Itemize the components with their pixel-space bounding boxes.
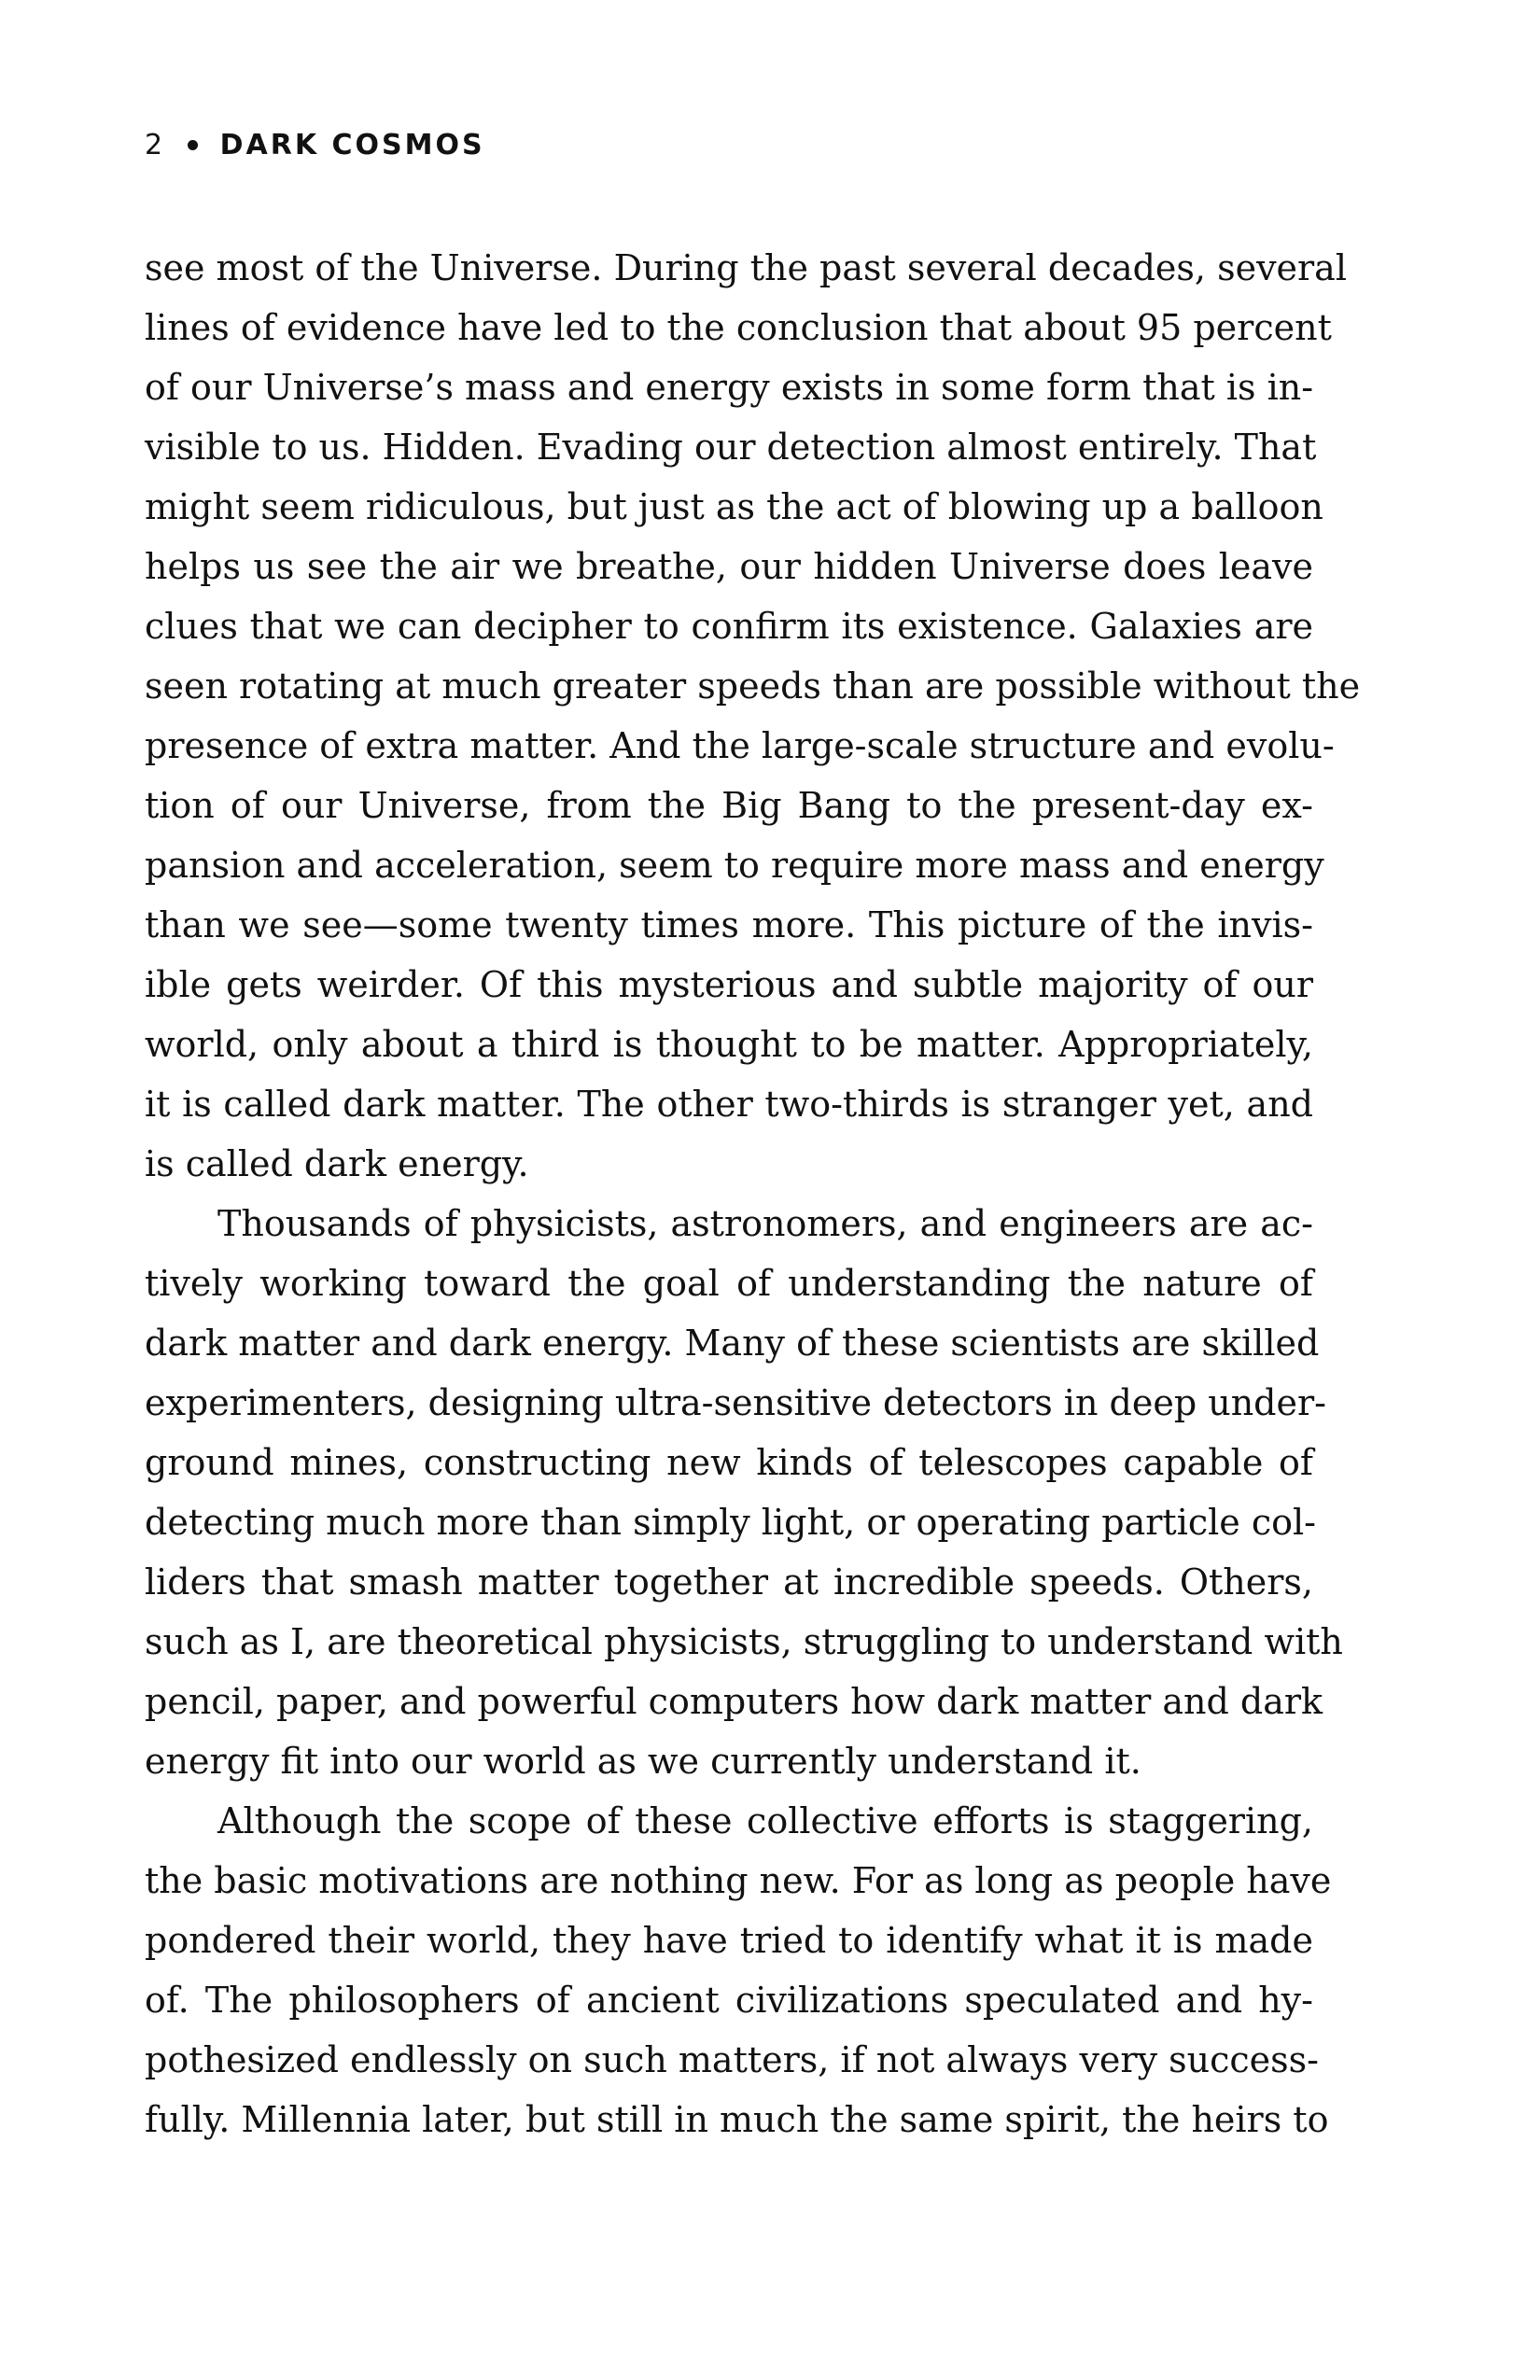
running-head (145, 129, 485, 161)
bullet-separator-icon (188, 140, 198, 150)
text-line: such as I, are theoretical physicists, struggling to understand with (145, 1621, 1343, 1662)
text-line: pansion and acceleration, seem to require more mass and energy (145, 845, 1324, 886)
text-line: experimenters, designing ultra-sensitive detectors in deep under- (145, 1382, 1326, 1423)
text-line: world, only about a third is thought to be matter. Appropriately, (145, 1024, 1313, 1065)
text-line: liders that smash matter together at incredible speeds. Others, (145, 1561, 1313, 1603)
text-line: tively working toward the goal of understanding the nature of (145, 1263, 1313, 1304)
text-line: visible to us. Hidden. Evading our detection almost entirely. That (145, 427, 1317, 468)
text-line: seen rotating at much greater speeds than are possible without the (145, 665, 1361, 707)
text-line: it is called dark matter. The other two-thirds is stranger yet, and (145, 1084, 1313, 1125)
text-line: detecting much more than simply light, or operating particle col- (145, 1502, 1317, 1543)
body-text (145, 238, 1361, 2149)
text-line: Thousands of physicists, astronomers, and engineers are ac- (217, 1203, 1313, 1244)
text-line: energy fit into our world as we currently understand it. (145, 1741, 1141, 1782)
text-line: ground mines, constructing new kinds of telescopes capable of (145, 1442, 1313, 1483)
paragraph (145, 1194, 1343, 1791)
text-line: dark matter and dark energy. Many of these scientists are skilled (145, 1323, 1320, 1364)
text-line: pothesized endlessly on such matters, if not always very success- (145, 2039, 1319, 2080)
text-line: pencil, paper, and powerful computers how dark matter and dark (145, 1681, 1323, 1722)
page-number: 2 (145, 129, 163, 161)
text-line: the basic motivations are nothing new. For as long as people have (145, 1860, 1332, 1901)
paragraph (145, 1791, 1332, 2149)
text-line: might seem ridiculous, but just as the act of blowing up a balloon (145, 486, 1323, 527)
text-line: helps us see the air we breathe, our hidden Universe does leave (145, 546, 1313, 587)
text-line: lines of evidence have led to the conclusion that about 95 percent (145, 307, 1332, 348)
book-title: DARK COSMOS (219, 129, 485, 161)
paragraph (145, 238, 1361, 1194)
text-line: clues that we can decipher to confirm its existence. Galaxies are (145, 606, 1313, 647)
text-line: ible gets weirder. Of this mysterious and subtle majority of our (145, 964, 1313, 1005)
text-line: fully. Millennia later, but still in much the same spirit, the heirs to (145, 2099, 1329, 2140)
text-line: presence of extra matter. And the large-scale structure and evolu- (145, 725, 1335, 766)
text-line: see most of the Universe. During the past several decades, several (145, 247, 1347, 288)
text-line: is called dark energy. (145, 1143, 529, 1184)
text-line: of. The philosophers of ancient civilizations speculated and hy- (145, 1980, 1313, 2021)
text-line: than we see—some twenty times more. This picture of the invis- (145, 904, 1313, 945)
text-line: pondered their world, they have tried to identify what it is made (145, 1920, 1313, 1961)
text-line: tion of our Universe, from the Big Bang to the present-day ex- (145, 785, 1313, 826)
text-line: of our Universe’s mass and energy exists in some form that is in- (145, 367, 1314, 408)
text-line: Although the scope of these collective efforts is staggering, (217, 1800, 1313, 1841)
